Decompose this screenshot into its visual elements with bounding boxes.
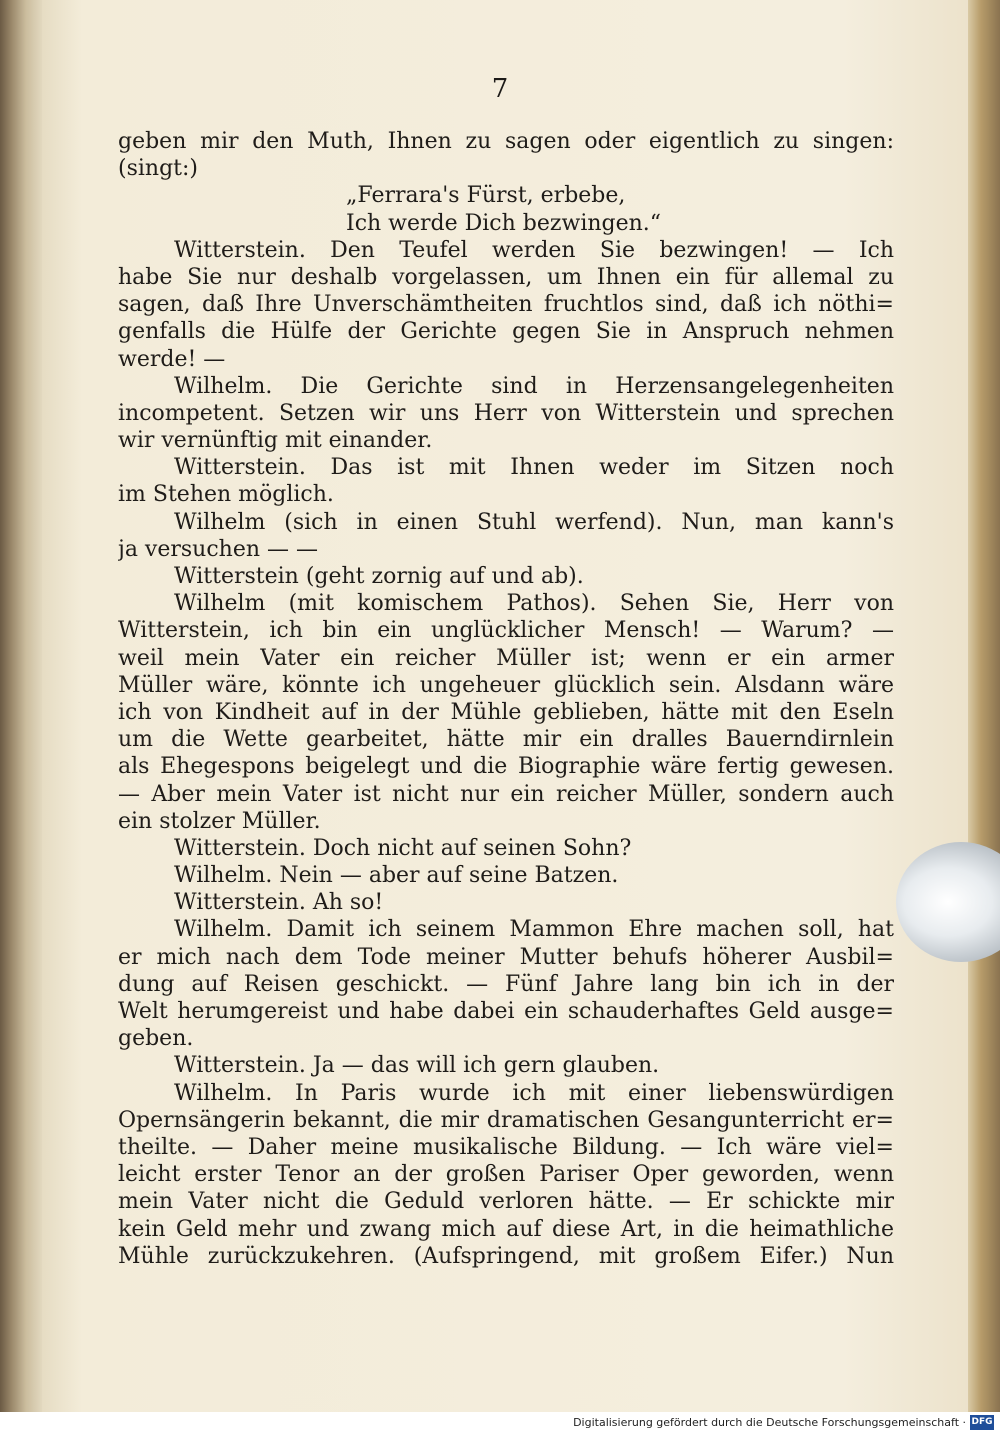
text-line: Witterstein. Ja — das will ich gern glauben.: [174, 1053, 660, 1079]
text-line: „Ferrara's Fürst, erbebe,: [346, 183, 626, 209]
text-line: um die Wette gearbeitet, hätte mir ein dralles Bauerndirnlein: [118, 727, 894, 753]
page-edge: [968, 0, 1000, 1412]
text-line: incompetent. Setzen wir uns Herr von Witterstein und sprechen: [118, 400, 894, 426]
text-line: Wilhelm. In Paris wurde ich mit einer liebenswürdigen: [174, 1080, 894, 1106]
text-line: Wilhelm. Die Gerichte sind in Herzensangelegenheiten: [174, 373, 894, 399]
text-line: ein stolzer Müller.: [118, 808, 321, 834]
text-line: werde! —: [118, 346, 226, 372]
text-line: er mich nach dem Tode meiner Mutter behufs höherer Ausbil=: [118, 944, 894, 970]
text-line: (singt:): [118, 156, 198, 182]
text-line: Müller wäre, könnte ich ungeheuer glücklich sein. Alsdann wäre: [118, 672, 894, 698]
text-line: Witterstein (geht zornig auf und ab).: [174, 564, 584, 589]
text-line: im Stehen möglich.: [118, 482, 334, 508]
page-number: 7: [491, 74, 509, 104]
text-line: Wilhelm (mit komischem Pathos). Sehen Sie, Herr von: [174, 591, 894, 617]
text-line: Opernsängerin bekannt, die mir dramatischen Gesangunterricht er=: [118, 1107, 894, 1133]
text-line: theilte. — Daher meine musikalische Bildung. — Ich wäre viel=: [118, 1134, 894, 1160]
text-line: Witterstein. Doch nicht auf seinen Sohn?: [174, 835, 632, 861]
book-spine: [0, 0, 42, 1412]
text-line: ich von Kindheit auf in der Mühle geblieben, hätte mit den Eseln: [118, 699, 894, 725]
text-line: Witterstein. Ah so!: [174, 890, 384, 916]
text-line: Witterstein, ich bin ein unglücklicher Mensch! — Warum? —: [118, 618, 894, 644]
text-line: Mühle zurückzukehren. (Aufspringend, mit großem Eifer.) Nun: [118, 1243, 894, 1269]
text-line: Witterstein. Den Teufel werden Sie bezwingen! — Ich: [174, 237, 894, 263]
text-line: Witterstein. Das ist mit Ihnen weder im Sitzen noch: [174, 455, 894, 481]
text-line: Wilhelm. Damit ich seinem Mammon Ehre machen soll, hat: [174, 917, 894, 943]
text-line: dung auf Reisen geschickt. — Fünf Jahre lang bin ich in der: [118, 971, 894, 997]
text-line: mein Vater nicht die Geduld verloren hätte. — Er schickte mir: [118, 1189, 894, 1215]
text-line: Ich werde Dich bezwingen.“: [346, 210, 662, 236]
text-line: Wilhelm. Nein — aber auf seine Batzen.: [174, 863, 619, 889]
text-line: geben.: [118, 1026, 194, 1052]
text-line: Wilhelm (sich in einen Stuhl werfend). Nun, man kann's: [174, 509, 894, 535]
text-line: habe Sie nur deshalb vorgelassen, um Ihnen ein für allemal zu: [118, 264, 894, 290]
text-line: leicht erster Tenor an der großen Pariser Oper geworden, wenn: [118, 1162, 894, 1188]
dfg-logo: DFG: [970, 1415, 994, 1430]
text-line: sagen, daß Ihre Unverschämtheiten fruchtlos sind, daß ich nöthi=: [118, 292, 894, 318]
text-line: weil mein Vater ein reicher Müller ist; wenn er ein armer: [118, 645, 894, 671]
dfg-credit: Digitalisierung gefördert durch die Deutsche Forschungsgemeinschaft ·: [573, 1416, 966, 1429]
text-line: ja versuchen — —: [118, 536, 319, 562]
text-line: wir vernünftig mit einander.: [118, 428, 433, 454]
footer-bar: [0, 1412, 1000, 1435]
text-line: Welt herumgereist und habe dabei ein schauderhaftes Geld ausge=: [118, 999, 894, 1024]
text-line: genfalls die Hülfe der Gerichte gegen Sie in Anspruch nehmen: [118, 319, 894, 345]
text-line: als Ehegespons beigelegt und die Biographie wäre fertig gewesen.: [118, 754, 894, 780]
text-line: geben mir den Muth, Ihnen zu sagen oder eigentlich zu singen:: [118, 129, 894, 154]
body-text: [118, 128, 894, 1270]
text-line: kein Geld mehr und zwang mich auf diese Art, in die heimathliche: [118, 1216, 894, 1242]
text-line: — Aber mein Vater ist nicht nur ein reicher Müller, sondern auch: [118, 781, 894, 807]
